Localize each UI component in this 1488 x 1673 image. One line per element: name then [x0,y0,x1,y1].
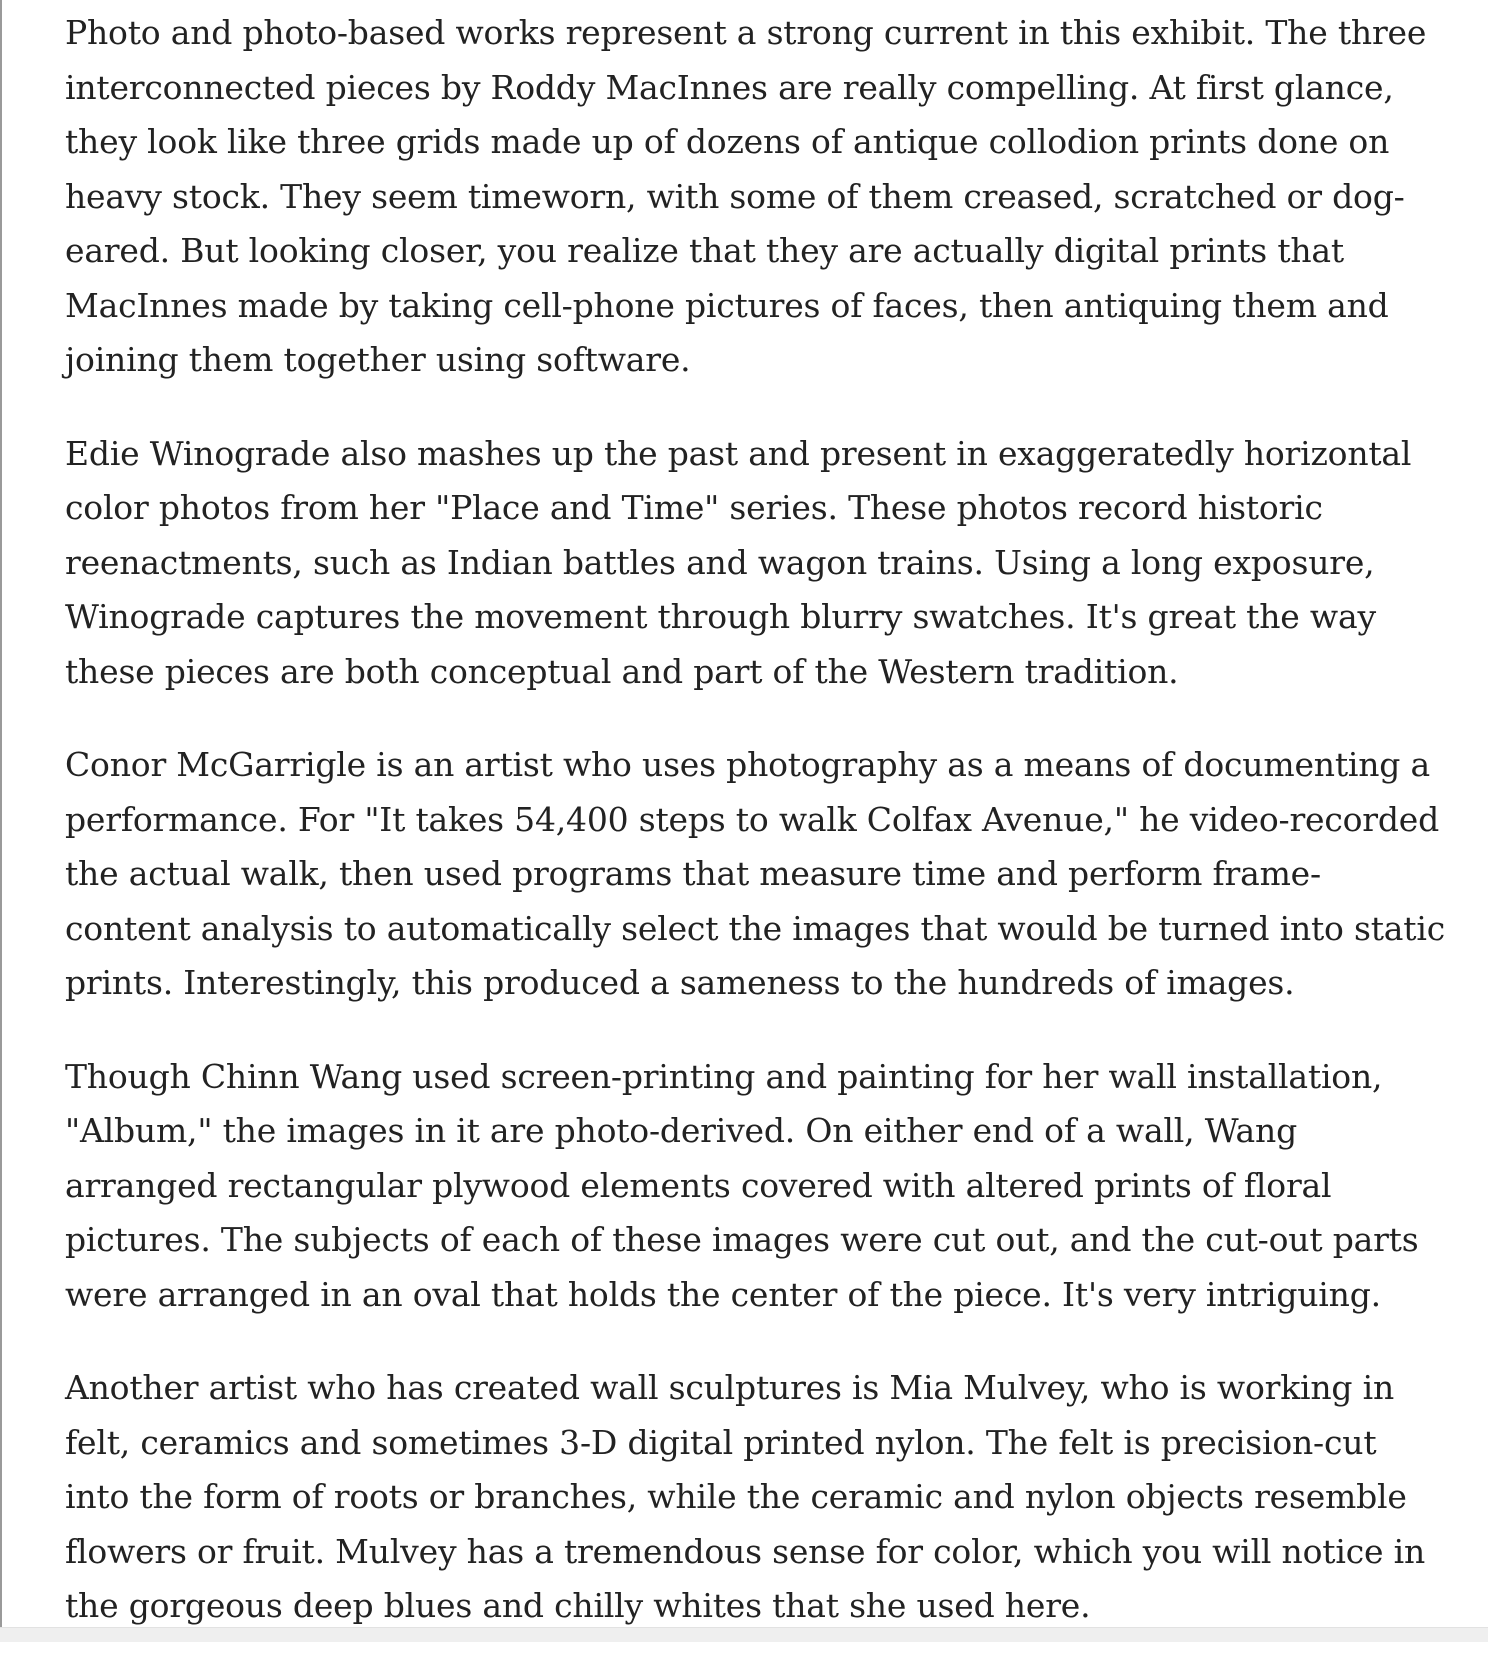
left-border [0,0,2,1642]
paragraph-mulvey: Another artist who has created wall sculptures is Mia Mulvey, who is working in felt, ceramics and sometimes 3-D digital printed nylon. The felt is precision-cut into the form of roots or branches, while the ceramic and nylon objects resemble flowers or fruit. Mulvey has a tremendous sense for color, which you will notice in the gorgeous deep blues and chilly whites that she used here. [65,1368,1426,1625]
paragraph-macinnes: Photo and photo-based works represent a strong current in this exhibit. The three interconnected pieces by Roddy MacInnes are really compelling. At first glance, they look like three grids made up of dozens of antique collodion prints done on heavy stock. They seem timeworn, with some of them creased, scratched or dog-eared. But looking closer, you realize that they are actually digital prints that MacInnes made by taking cell-phone pictures of faces, then antiquing them and joining them together using software. [65,13,1427,379]
article-body [65,6,1445,1673]
paragraph-wang: Though Chinn Wang used screen-printing and painting for her wall installation, "Album," the images in it are photo-derived. On either end of a wall, Wang arranged rectangular plywood elements covered with altered prints of floral pictures. The subjects of each of these images were cut out, and the cut-out parts were arranged in an oval that holds the center of the piece. It's very intriguing. [65,1056,1419,1314]
paragraph-mcgarrigle: Conor McGarrigle is an artist who uses photography as a means of documenting a performance. For "It takes 54,400 steps to walk Colfax Avenue," he video-recorded the actual walk, then used programs that measure time and perform frame-content analysis to automatically select the images that would be turned into static prints. Interestingly, this produced a sameness to the hundreds of images. [65,745,1445,1002]
paragraph-winograde: Edie Winograde also mashes up the past and present in exaggeratedly horizontal color photos from her "Place and Time" series. These photos record historic reenactments, such as Indian battles and wagon trains. Using a long exposure, Winograde captures the movement through blurry swatches. It's great the way these pieces are both conceptual and part of the Western tradition. [65,433,1412,691]
horizontal-scrollbar-track[interactable] [0,1627,1488,1642]
